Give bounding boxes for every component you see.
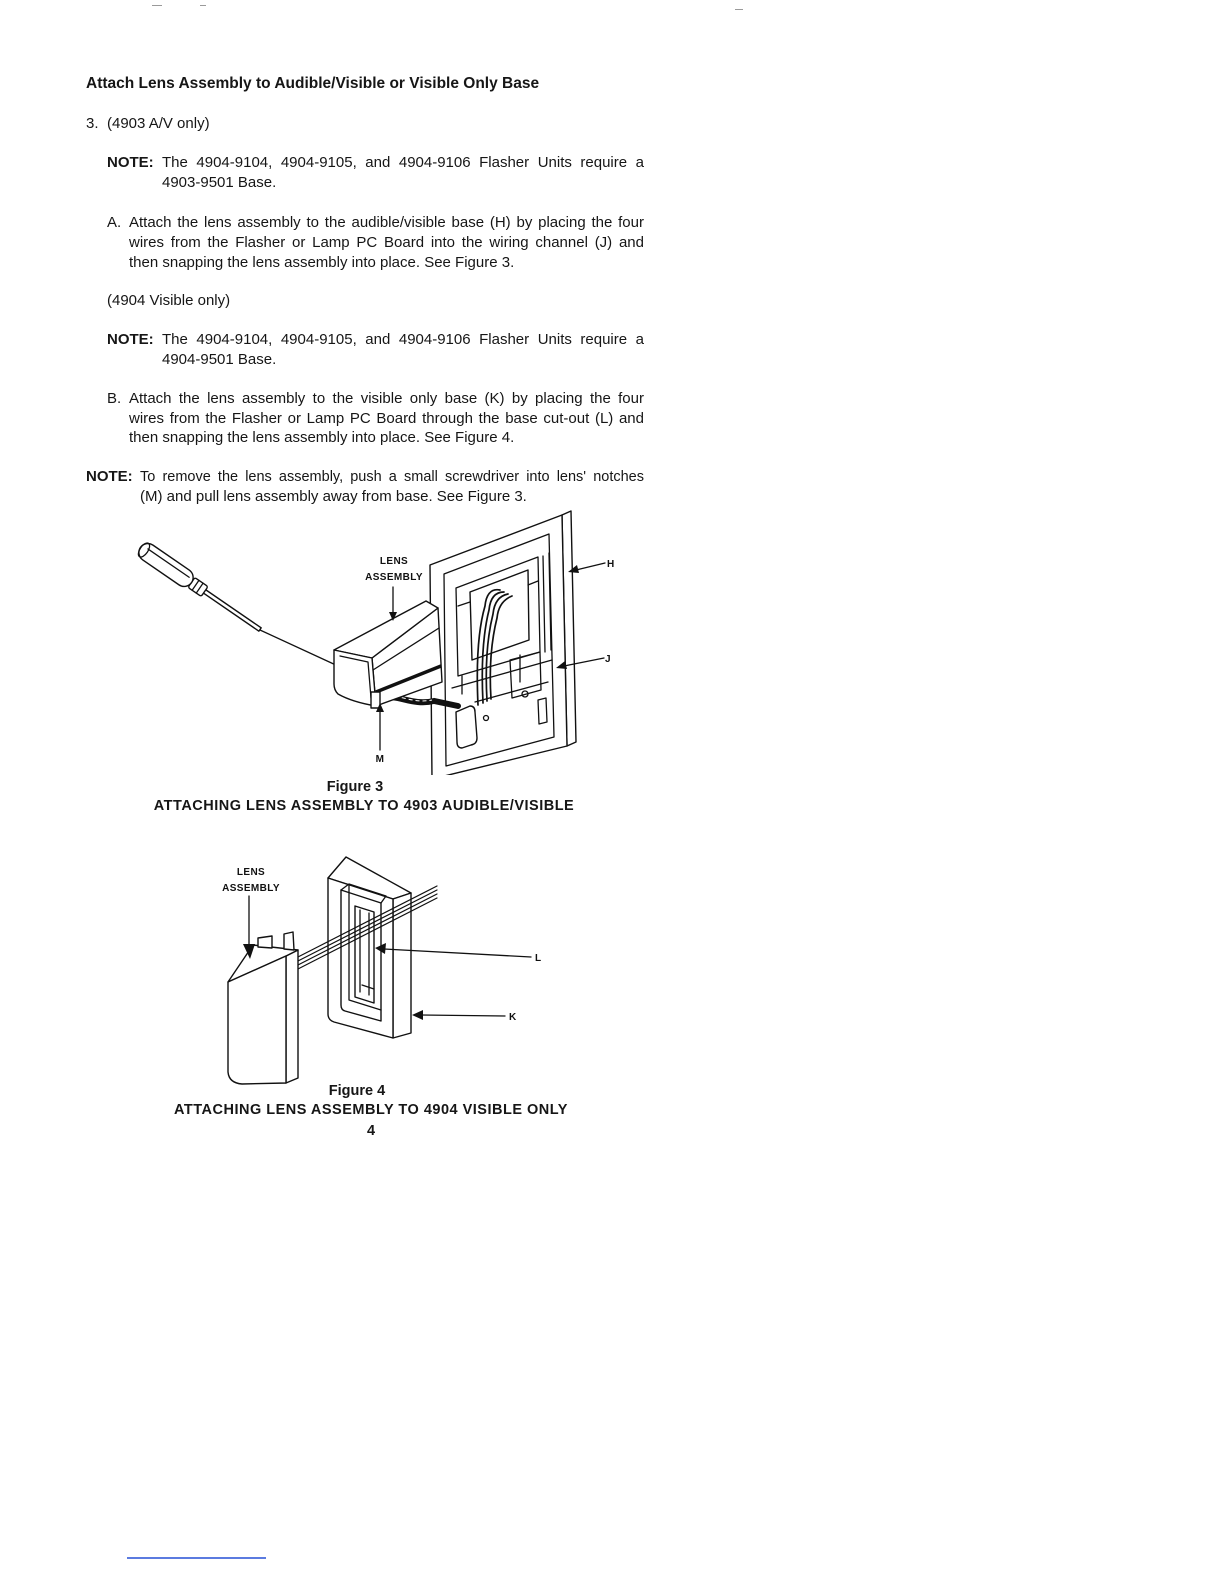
figure-4-drawing (215, 850, 545, 1090)
figure-4-number: Figure 4 (328, 1083, 386, 1099)
screwdriver-handle (135, 540, 196, 590)
figure-4-lens-label: LENS (236, 867, 266, 878)
callout-l: L (535, 953, 542, 964)
step-a-letter: A. (107, 214, 122, 231)
screwdriver-tip (260, 630, 338, 666)
step-b-line: then snapping the lens assembly into place. See Figure 4. (129, 429, 515, 446)
step-b-line: Attach the lens assembly to the visible only base (K) by placing the four (129, 390, 644, 407)
note-2-label: NOTE: (107, 331, 154, 348)
figure-3-lens-label: LENS (379, 556, 409, 567)
note-2-line: 4904-9501 Base. (162, 351, 277, 368)
figure-3-assembly-label: ASSEMBLY (365, 572, 423, 583)
audible-visible-base (430, 511, 576, 775)
figure-4-assembly-label: ASSEMBLY (222, 883, 280, 894)
note-1-line: The 4904-9104, 4904-9105, and 4904-9106 Flasher Units require a (162, 154, 644, 171)
step-3-number: 3. (86, 115, 99, 132)
k-arrowhead (412, 1010, 423, 1020)
step-a-line: wires from the Flasher or Lamp PC Board into the wiring channel (J) and (129, 234, 644, 251)
figure-3-number: Figure 3 (326, 779, 384, 795)
lens-assembly (228, 932, 298, 1084)
figure-3-drawing (120, 500, 630, 775)
scan-blue-line (127, 1557, 266, 1559)
section-heading: Attach Lens Assembly to Audible/Visible or Visible Only Base (86, 75, 540, 92)
note-3-line: (M) and pull lens assembly away from base. See Figure 3. (140, 488, 527, 505)
lens-notch (371, 692, 380, 708)
scan-mark (735, 9, 743, 10)
figure-3-caption: ATTACHING LENS ASSEMBLY TO 4903 AUDIBLE/VISIBLE (153, 798, 575, 814)
step-b-letter: B. (107, 390, 122, 407)
page-number: 4 (366, 1123, 376, 1139)
note-3-line: To remove the lens assembly, push a small screwdriver into lens' notches (140, 469, 644, 485)
note-3-label: NOTE: (86, 468, 133, 485)
lens-side (286, 950, 298, 1083)
callout-j: J (605, 654, 611, 665)
scan-mark (200, 5, 206, 6)
callout-m: M (375, 754, 385, 765)
note-1-label: NOTE: (107, 154, 154, 171)
note-1-line: 4903-9501 Base. (162, 174, 277, 191)
step-a-line: Attach the lens assembly to the audible/visible base (H) by placing the four (129, 214, 644, 231)
note-2-line: The 4904-9104, 4904-9105, and 4904-9106 Flasher Units require a (162, 331, 644, 348)
k-pointer (421, 1015, 505, 1016)
callout-h: H (607, 559, 615, 570)
step-b-line: wires from the Flasher or Lamp PC Board through the base cut-out (L) and (129, 410, 644, 427)
horn-block (456, 706, 477, 748)
step-a-line: then snapping the lens assembly into place. See Figure 3. (129, 254, 515, 271)
h-pointer (576, 563, 605, 570)
step-3-text: (4903 A/V only) (107, 115, 210, 132)
visible-only-subhead: (4904 Visible only) (107, 292, 231, 309)
figure-4-caption: ATTACHING LENS ASSEMBLY TO 4904 VISIBLE ONLY (174, 1102, 568, 1118)
screwdriver (135, 540, 338, 666)
callout-k: K (509, 1012, 517, 1023)
screwdriver-shaft (203, 589, 261, 631)
lens-assembly (334, 601, 442, 708)
scan-mark (152, 5, 162, 6)
